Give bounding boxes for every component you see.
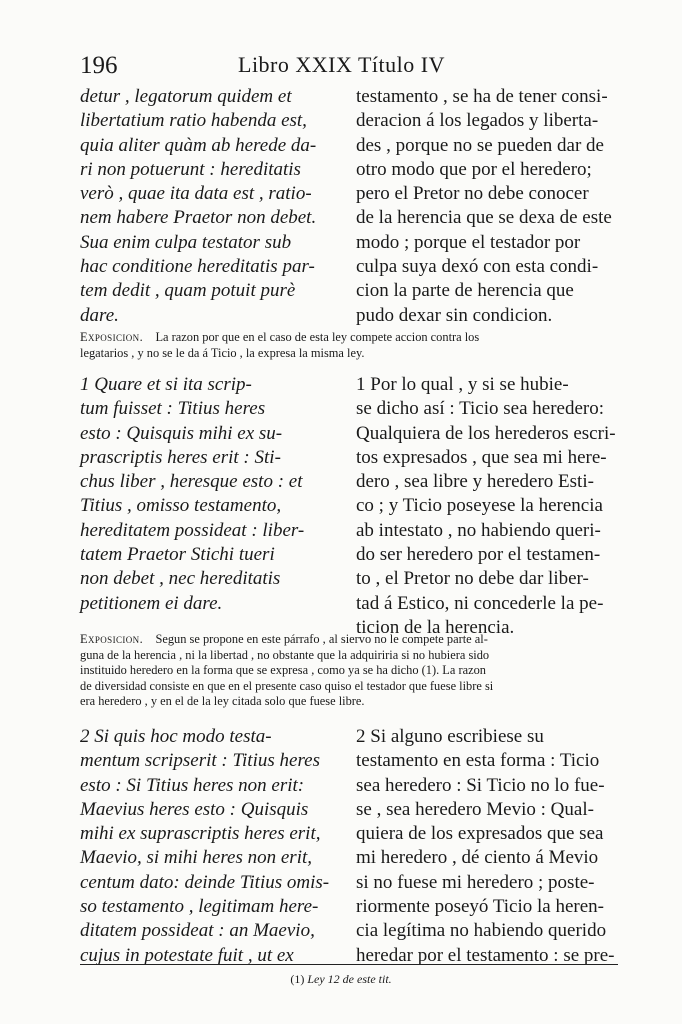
text-line: 2 Si alguno escribiese su (356, 726, 544, 747)
exposicion-line (80, 346, 618, 362)
text-line: 1 Quare et si ita scrip- (80, 374, 252, 395)
text-line: mentum scripserit : Titius heres (80, 750, 320, 772)
exposicion-text: legatarios , y no se le da á Ticio , la expresa la misma ley. (80, 345, 365, 360)
latin-column-section-1 (80, 373, 342, 616)
exposicion-2 (80, 632, 618, 710)
text-line: quia aliter quàm ab herede da- (80, 134, 317, 156)
text-line: co ; y Ticio poseyese la herencia (356, 495, 603, 517)
text-line: dare. (80, 304, 119, 326)
latin-column-section-0 (80, 85, 342, 328)
text-line: mi heredero , dé ciento á Mevio (356, 847, 599, 869)
text-line: pudo dexar sin condicion. (356, 304, 553, 326)
text-line: nem habere Praetor non debet. (80, 207, 317, 229)
text-line: quiera de los expresados que sea (356, 823, 604, 845)
exposicion-line (80, 330, 618, 346)
text-line: verò , quae ita data est , ratio- (80, 183, 312, 205)
text-line: testamento , se ha de tener consi- (356, 86, 608, 107)
text-line: Qualquiera de los herederos escri- (356, 422, 616, 444)
spanish-column-section-2 (356, 725, 618, 968)
text-line: dero , sea libre y heredero Esti- (356, 471, 594, 493)
exposicion-label: Exposicion. (80, 632, 144, 646)
text-line: deracion á los legados y liberta- (356, 110, 599, 132)
text-line: cion la parte de herencia que (356, 280, 574, 302)
text-line: si no fuese mi heredero ; poste- (356, 871, 595, 893)
text-line: sea heredero : Si Ticio no lo fue- (356, 774, 605, 796)
footnote (0, 972, 682, 987)
text-line: prascriptis heres erit : Sti- (80, 446, 281, 468)
text-line: esto : Quisquis mihi ex su- (80, 422, 283, 444)
text-line: otro modo que por el heredero; (356, 158, 592, 180)
exposicion-line (80, 694, 618, 710)
text-line: cia legítima no habiendo querido (356, 920, 607, 942)
text-line: ticion de la herencia. (356, 616, 515, 638)
footnote-marker: (1) (290, 972, 305, 986)
text-line: ri non potuerunt : hereditatis (80, 158, 301, 180)
text-line: Maevius heres esto : Quisquis (80, 798, 309, 820)
text-line: to , el Pretor no debe dar liber- (356, 568, 589, 590)
exposicion-text: de diversidad consiste en que en el presente caso quiso el testador que fuese libre si (80, 678, 494, 693)
text-line: se dicho así : Ticio sea heredero: (356, 398, 605, 420)
text-line: tum fuisset : Titius heres (80, 398, 266, 420)
text-line: Maevio, si mihi heres non erit, (80, 847, 313, 869)
text-line: tatem Praetor Stichi tueri (80, 544, 275, 566)
text-line: modo ; porque el testador por (356, 231, 581, 253)
text-line: hac conditione hereditatis par- (80, 256, 315, 278)
text-line: libertatium ratio habenda est, (80, 110, 307, 132)
text-line: testamento en esta forma : Ticio (356, 750, 600, 772)
footnote-divider (80, 964, 618, 965)
spanish-column-section-0 (356, 85, 618, 328)
text-line: ab intestato , no habiendo queri- (356, 519, 601, 541)
exposicion-text: instituido heredero en la forma que se expresa , como ya se ha dicho (1). La razon (80, 663, 486, 677)
text-line: detur , legatorum quidem et (80, 86, 292, 107)
text-line: tos expresados , que sea mi here- (356, 446, 607, 468)
exposicion-text: era heredero , y en el de la ley citada solo que fuese libre. (80, 694, 365, 708)
latin-column-section-2 (80, 725, 342, 968)
text-line: chus liber , heresque esto : et (80, 471, 303, 493)
text-line: heredar por el testamento : se pre- (356, 944, 615, 966)
text-line: des , porque no se pueden dar de (356, 134, 604, 156)
text-line: so testamento , legitimam here- (80, 896, 319, 918)
text-line: culpa suya dexó con esta condi- (356, 256, 599, 278)
page-number: 196 (80, 52, 118, 79)
spanish-column-section-1 (356, 373, 618, 640)
text-line: cujus in potestate fuit , ut ex (80, 944, 294, 966)
text-line: riormente poseyó Ticio la heren- (356, 896, 605, 918)
exposicion-label: Exposicion. (80, 330, 144, 344)
text-line: mihi ex suprascriptis heres erit, (80, 823, 321, 845)
exposicion-text: La razon por que en el caso de esta ley compete accion contra los (155, 330, 480, 344)
text-line: ditatem possideat : an Maevio, (80, 920, 315, 942)
text-line: esto : Si Titius heres non erit: (80, 774, 305, 796)
exposicion-line (80, 632, 618, 648)
text-line: petitionem ei dare. (80, 592, 223, 614)
text-line: de la herencia que se dexa de este (356, 207, 612, 229)
exposicion-text: guna de la herencia , ni la libertad , no obstante que la adquiriria si no hubiera sido (80, 647, 490, 662)
exposicion-line (80, 648, 618, 664)
text-line: Titius , omisso testamento, (80, 495, 282, 517)
text-line: do ser heredero por el testamen- (356, 544, 601, 566)
text-line: tem dedit , quam potuit purè (80, 280, 296, 302)
footnote-text: Ley 12 de este tit. (307, 972, 392, 986)
text-line: pero el Pretor no debe conocer (356, 183, 589, 205)
running-title: Libro XXIX Título IV (238, 52, 445, 77)
text-line: 1 Por lo qual , y si se hubie- (356, 374, 569, 395)
exposicion-text: Segun se propone en este párrafo , al siervo no le compete parte al- (155, 632, 488, 646)
text-line: 2 Si quis hoc modo testa- (80, 726, 272, 747)
exposicion-line (80, 663, 618, 679)
text-line: centum dato: deinde Titius omis- (80, 871, 330, 893)
text-line: hereditatem possideat : liber- (80, 519, 305, 541)
exposicion-line (80, 679, 618, 695)
exposicion-1 (80, 330, 618, 361)
text-line: Sua enim culpa testator sub (80, 231, 292, 253)
text-line: se , sea heredero Mevio : Qual- (356, 798, 594, 820)
text-line: tad á Estico, ni concederle la pe- (356, 592, 604, 614)
text-line: non debet , nec hereditatis (80, 568, 281, 590)
